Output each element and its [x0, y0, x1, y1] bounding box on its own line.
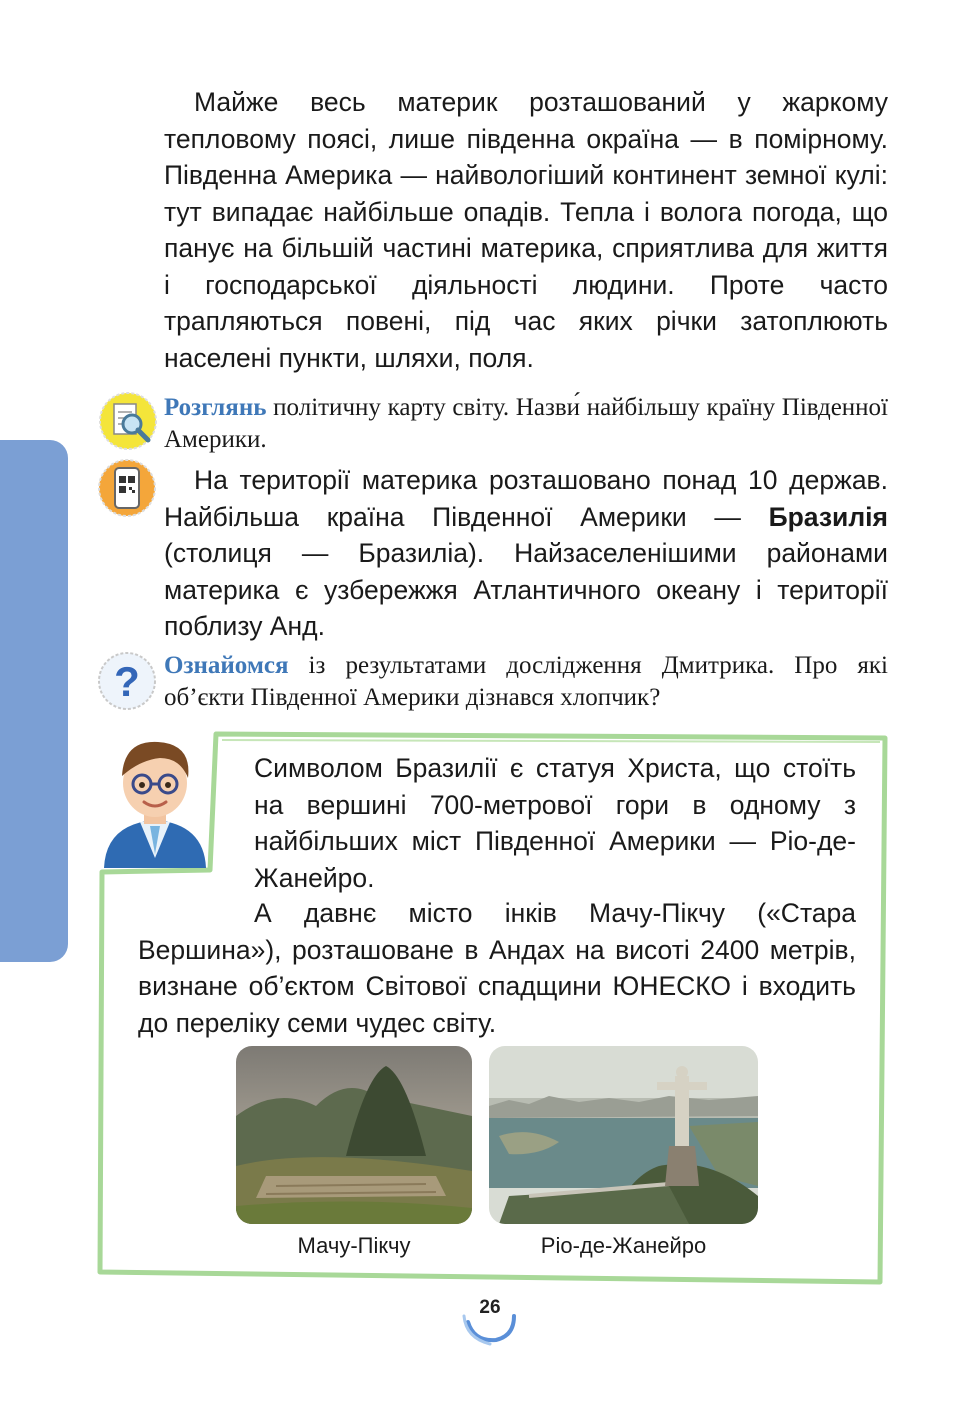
magnifier-document-icon [96, 390, 160, 452]
page-number: 26 [479, 1297, 501, 1318]
side-tab [0, 440, 68, 962]
question-mark-icon [96, 650, 158, 712]
machu-picchu-text [138, 895, 856, 1041]
christ-statue-text: Символом Бразилії є статуя Христа, що стоїть на вершині 700-метрової гори в одному з найбільших міст Південної Америки — Ріо-де-Жанейро. [254, 753, 856, 893]
map-task [164, 392, 888, 456]
study-task-text: із результатами дослідження Дмитрика. Про які об’єкти Південної Америки дізнався хлопчик? [164, 652, 888, 711]
machu-picchu-caption: Мачу-Пікчу [297, 1233, 411, 1258]
study-task [164, 650, 888, 714]
study-task-lead: Ознайомся [164, 652, 289, 679]
states-text-after: (столиця — Бразиліа). Найзаселенішими районами материка є узбережжя Атлантичного океану і території поблизу Анд. [164, 538, 888, 641]
machu-picchu-text-content: А давнє місто інків Мачу-Пікчу («Стара Вершина»), розташоване в Андах на висоті 2400 метрів, визнане об’єктом Світової спадщини ЮНЕСКО і входить до переліку семи чудес світу. [138, 898, 856, 1038]
machu-picchu-photo [236, 1046, 472, 1224]
states-paragraph [164, 462, 888, 645]
boy-avatar [100, 728, 210, 870]
qr-phone-icon[interactable] [96, 458, 158, 518]
states-text-before: На території материка розташовано понад 10 держав. Найбільша країна Південної Америки — [164, 465, 888, 532]
svg-text:?: ? [114, 658, 140, 705]
map-task-lead: Розглянь [164, 394, 267, 421]
brazil-bold: Бразилія [768, 501, 888, 532]
climate-paragraph: Майже весь материк розташований у жаркому тепловому поясі, лише південна окраїна — в помірному. Південна Америка — найвологіший континент земної кулі: тут випадає найбільше опадів. Тепла і волога погода, що панує на більшій частині материка, сприятлива для життя і господарської діяльності людини. Проте часто трапляються повені, під час яких річки затоплюють населені пункти, шляхи, поля. [164, 87, 888, 373]
map-task-text: політичну карту світу. Назви́ найбільшу країну Південної Америки. [164, 394, 888, 453]
rio-caption: Ріо-де-Жанейро [540, 1233, 707, 1258]
rio-de-janeiro-photo [489, 1046, 758, 1224]
